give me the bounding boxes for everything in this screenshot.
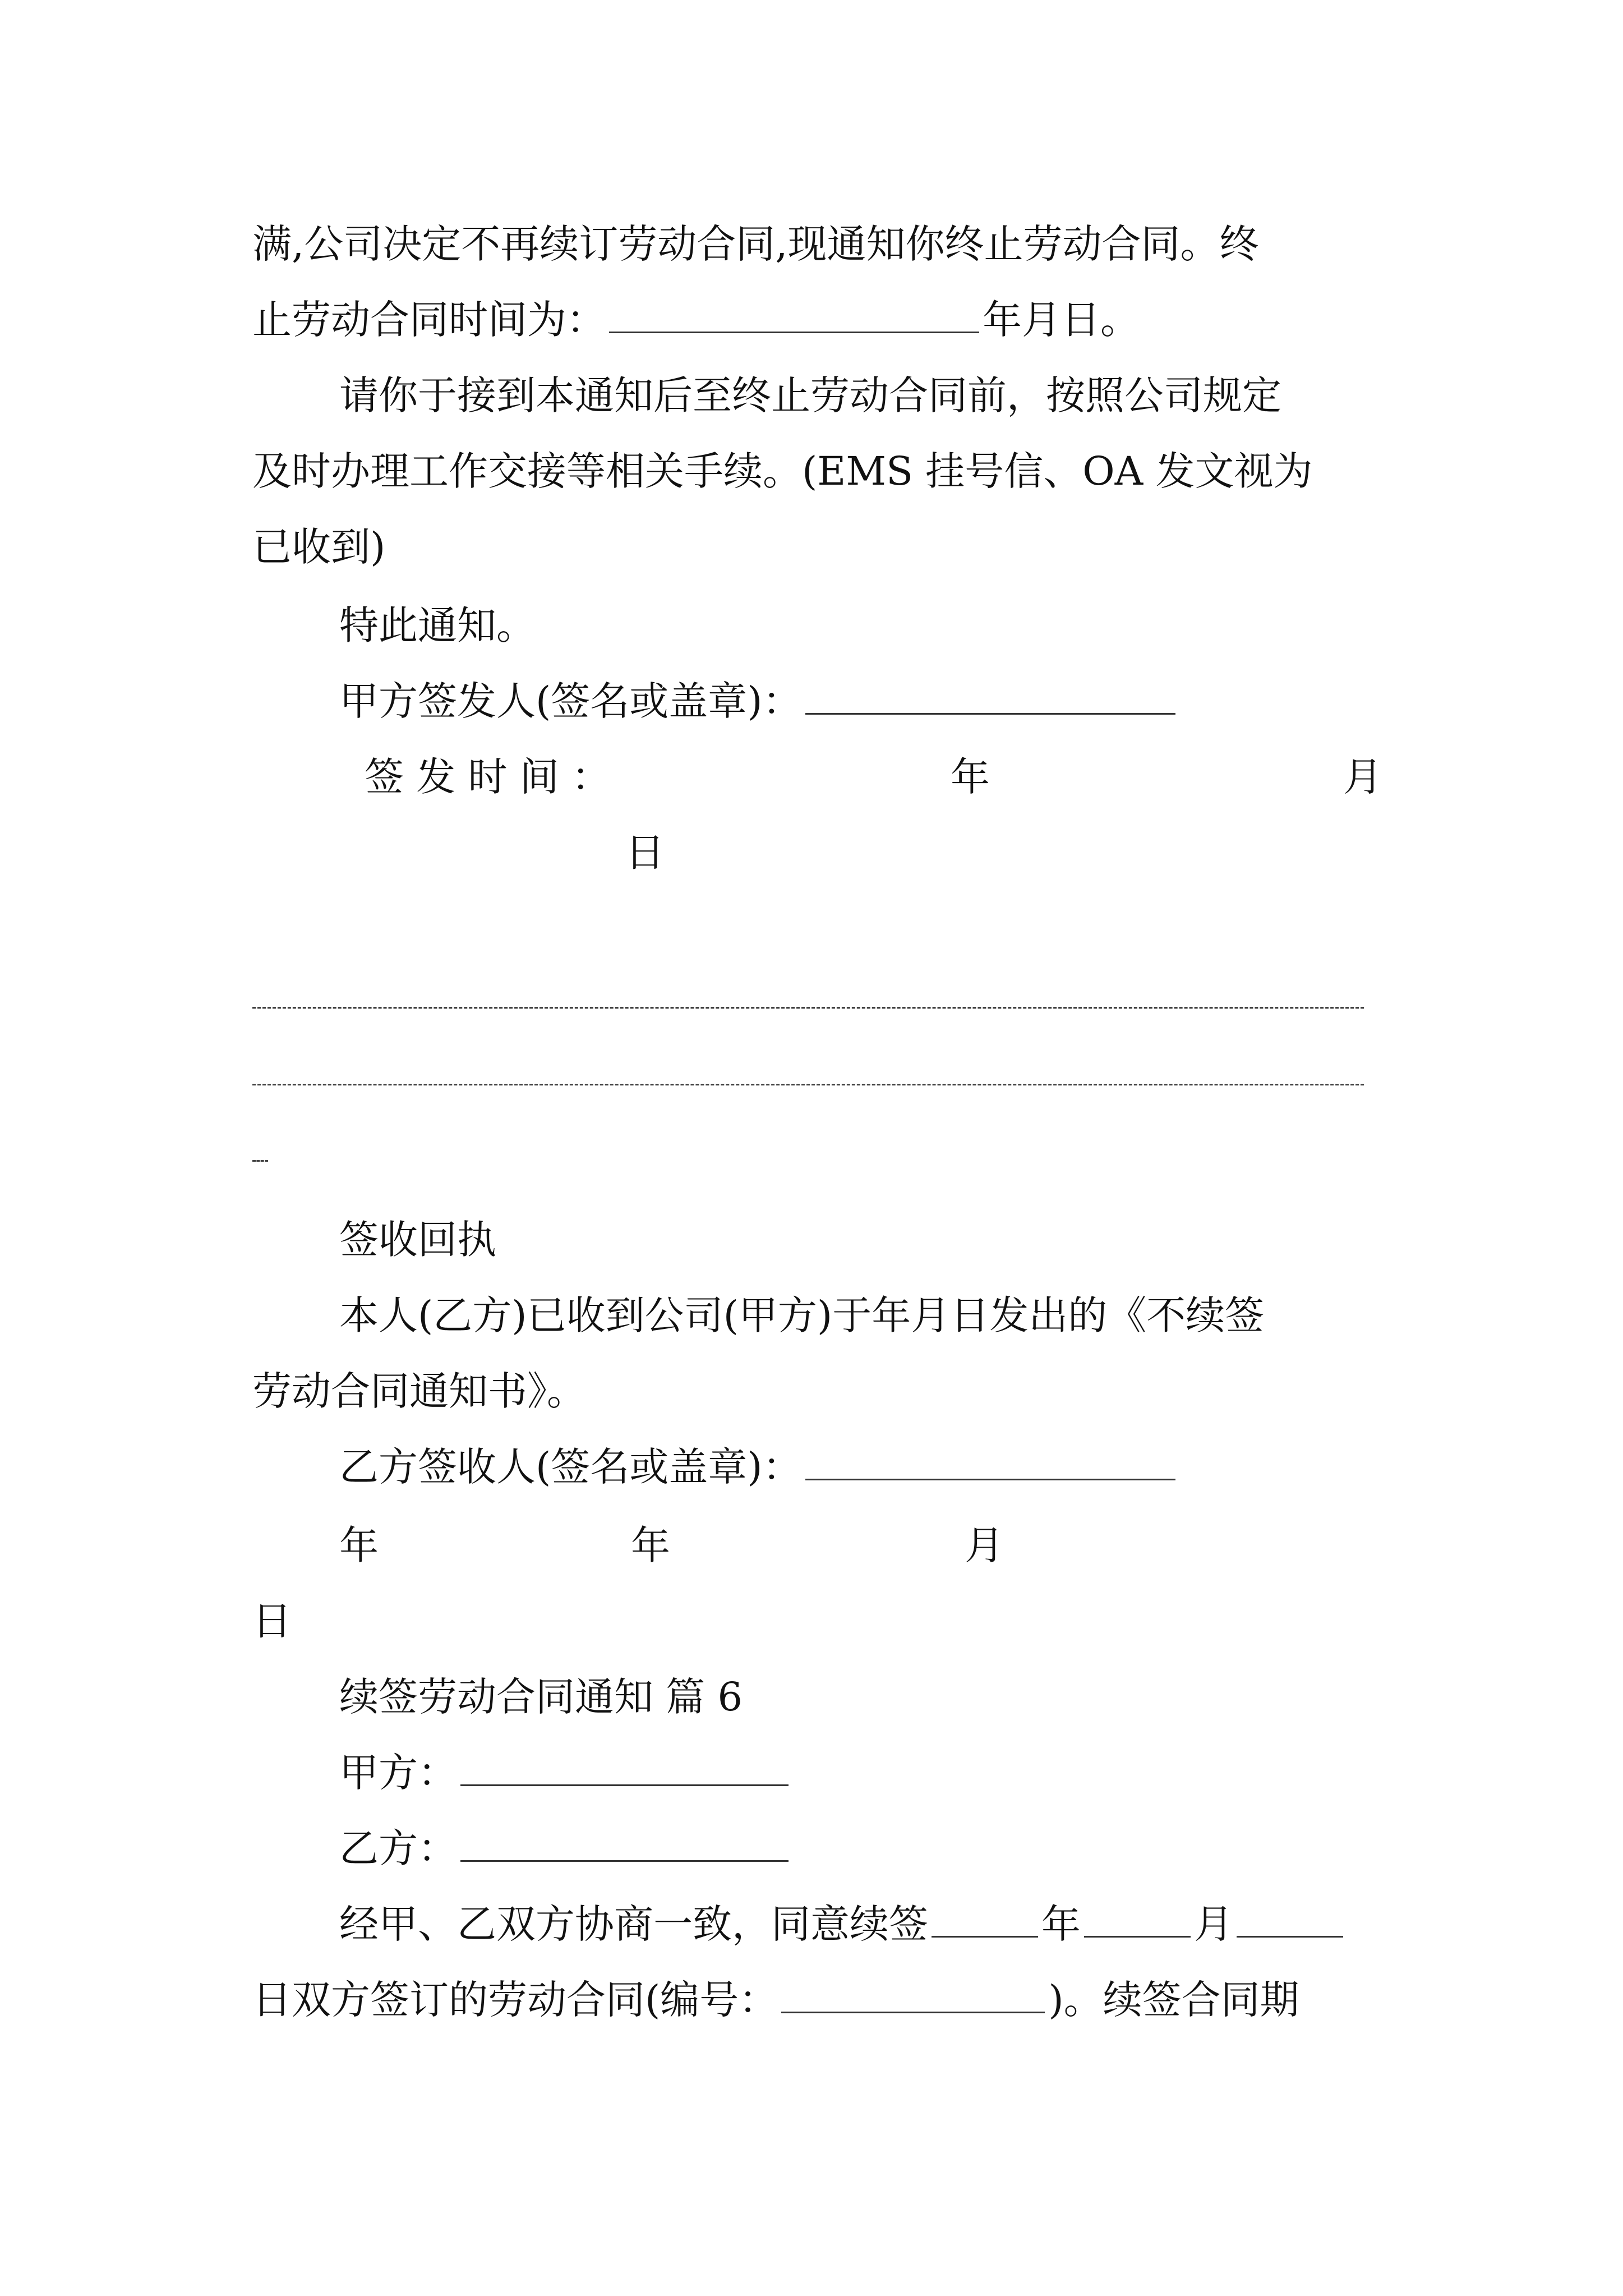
issue-date-label: 签 发 时 间 ：	[365, 754, 611, 800]
paragraph-line: 已收到)	[252, 524, 386, 570]
paragraph-line	[252, 1972, 1299, 2028]
year-blank	[932, 1897, 1038, 1938]
day-blank	[1237, 1897, 1343, 1938]
day-label: 日	[252, 1598, 292, 1644]
issuer-signature-line	[339, 673, 1179, 729]
year-label: 年	[631, 1522, 670, 1568]
month-label: 月	[965, 1522, 1004, 1568]
dashed-separator	[252, 1007, 1364, 1009]
year-label: 年	[951, 754, 990, 800]
contract-text-end: )。续签合同期	[1048, 1977, 1299, 2023]
party-b-blank	[460, 1821, 789, 1862]
recipient-label: 乙方签收人(签名或盖章)：	[339, 1444, 802, 1490]
paragraph-line	[252, 292, 1140, 348]
recipient-signature-blank	[805, 1439, 1175, 1481]
paragraph-line: 请你于接到本通知后至终止劳动合同前，按照公司规定	[339, 372, 1281, 418]
recipient-signature-line	[339, 1439, 1179, 1495]
contract-number-blank	[781, 1972, 1045, 2014]
year-label: 年	[1041, 1901, 1081, 1947]
party-a-label: 甲方：	[339, 1750, 457, 1796]
month-blank	[1084, 1897, 1191, 1938]
party-a-blank	[460, 1745, 789, 1787]
dashed-separator-tail	[252, 1160, 268, 1162]
date-suffix-text: 年月日。	[983, 297, 1140, 343]
party-b-line	[339, 1820, 792, 1876]
agreement-text: 经甲、乙双方协商一致，同意续签	[339, 1901, 928, 1947]
paragraph-line: 本人(乙方)已收到公司(甲方)于年月日发出的《不续签	[339, 1292, 1265, 1338]
month-label: 月	[1343, 754, 1382, 800]
paragraph-line	[339, 1896, 1347, 1952]
party-a-line	[339, 1745, 792, 1801]
issuer-label: 甲方签发人(签名或盖章)：	[339, 678, 802, 724]
section-title: 续签劳动合同通知 篇 6	[339, 1674, 743, 1720]
month-label: 月	[1194, 1901, 1233, 1947]
paragraph-line: 满,公司决定不再续订劳动合同,现通知你终止劳动合同。终	[252, 221, 1259, 267]
year-label: 年	[339, 1522, 379, 1568]
contract-text: 日双方签订的劳动合同(编号：	[252, 1977, 778, 2023]
issuer-signature-blank	[805, 674, 1175, 715]
day-label: 日	[625, 830, 665, 876]
label-text: 止劳动合同时间为：	[252, 297, 606, 343]
paragraph-line: 及时办理工作交接等相关手续。(EMS 挂号信、OA 发文视为	[252, 448, 1313, 494]
closing-text: 特此通知。	[339, 602, 536, 648]
party-b-label: 乙方：	[339, 1825, 457, 1871]
receipt-heading: 签收回执	[339, 1217, 496, 1263]
paragraph-line: 劳动合同通知书》。	[252, 1368, 586, 1414]
blank-date-field	[609, 292, 979, 334]
dashed-separator	[252, 1084, 1364, 1085]
